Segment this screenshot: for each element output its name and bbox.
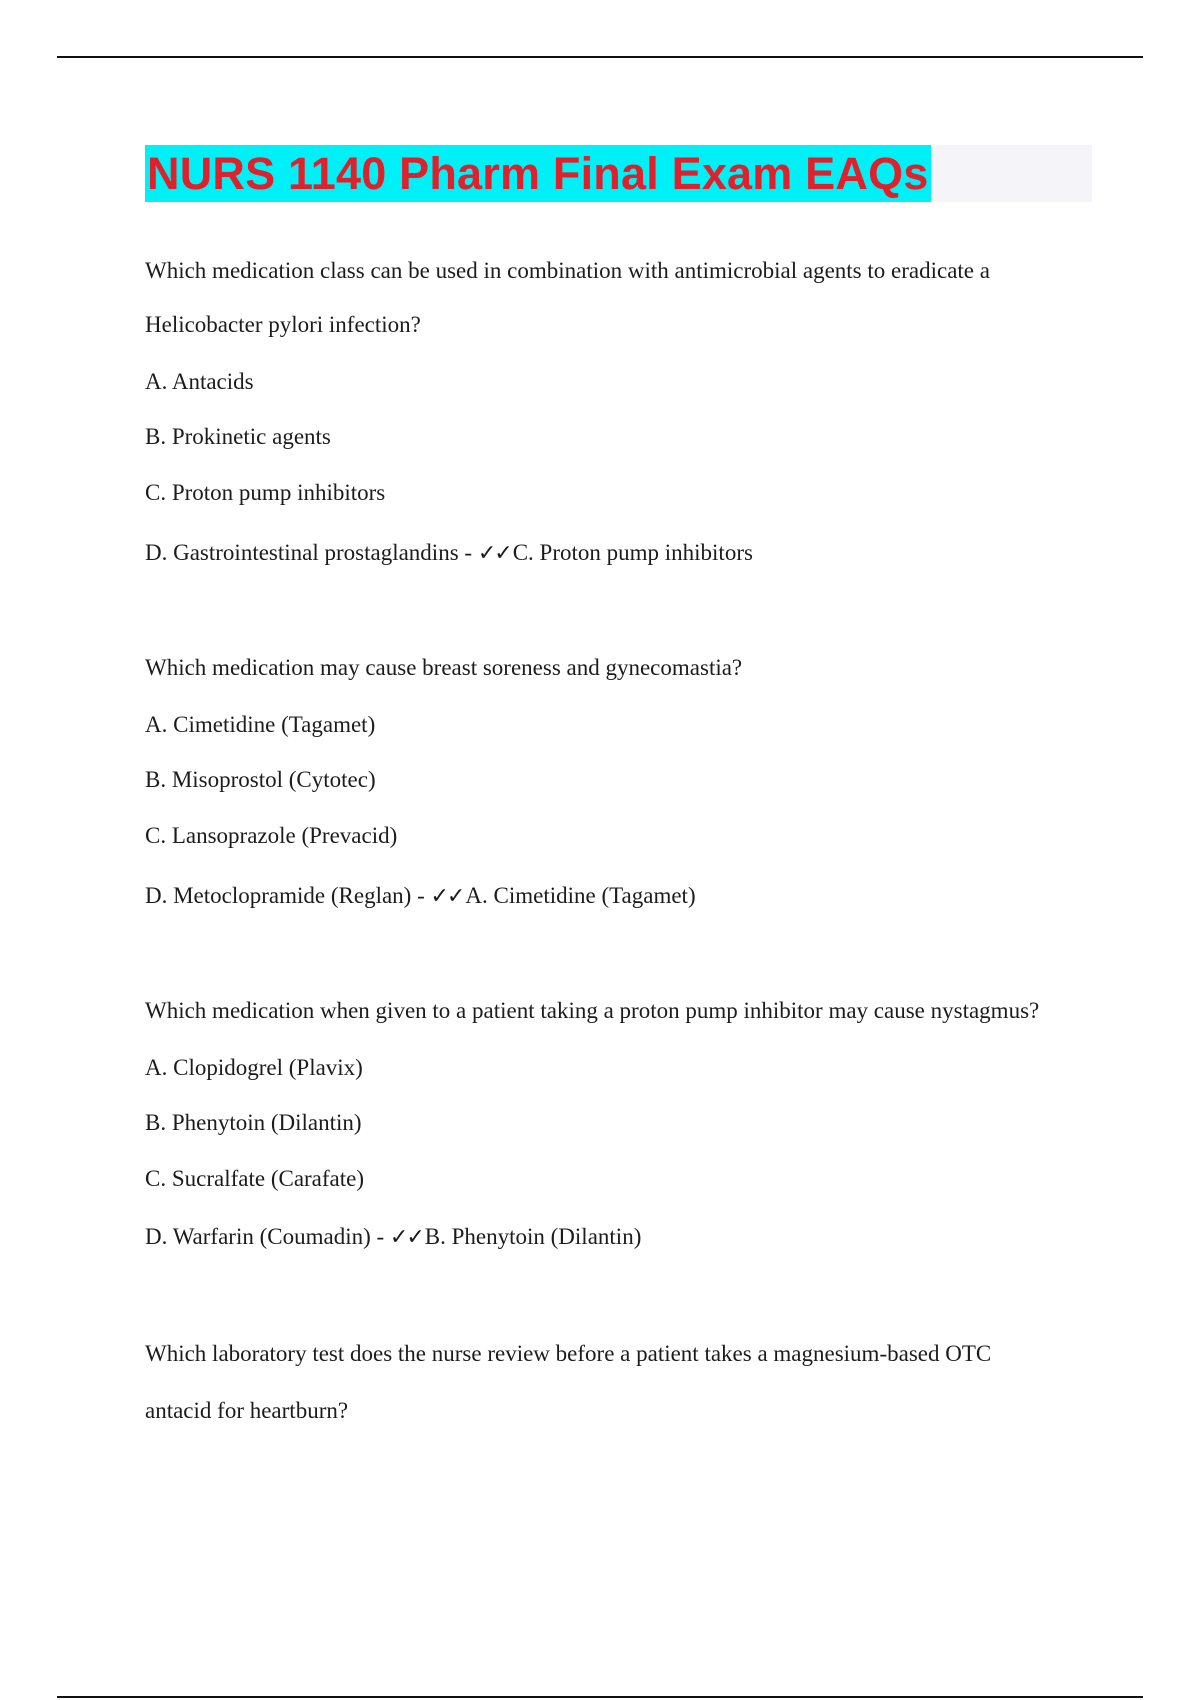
document-title: NURS 1140 Pharm Final Exam EAQs <box>145 145 931 202</box>
question-1-option-a: A. Antacids <box>145 369 254 394</box>
checkmark-icon: ✓✓ <box>430 884 464 909</box>
question-3-option-b: B. Phenytoin (Dilantin) <box>145 1110 362 1135</box>
question-3-option-c: C. Sucralfate (Carafate) <box>145 1166 365 1191</box>
question-2-answer: A. Cimetidine (Tagamet) <box>465 883 696 908</box>
question-3-line-1: Which medication when given to a patient taking a proton pump inhibitor may cause nystagmus? <box>145 998 1040 1023</box>
question-3-option-d: D. Warfarin (Coumadin) - <box>145 1224 390 1249</box>
header-rule <box>57 56 1143 58</box>
question-1-option-b: B. Prokinetic agents <box>145 424 331 449</box>
question-1-option-d: D. Gastrointestinal prostaglandins - <box>145 540 478 565</box>
footer-rule <box>57 1696 1143 1698</box>
question-1-option-c: C. Proton pump inhibitors <box>145 480 386 505</box>
question-1-line-1: Which medication class can be used in combination with antimicrobial agents to eradicate a <box>145 258 990 283</box>
question-1-line-2: Helicobacter pylori infection? <box>145 312 421 337</box>
question-4-line-1: Which laboratory test does the nurse review before a patient takes a magnesium-based OTC <box>145 1341 992 1366</box>
question-4-line-2: antacid for heartburn? <box>145 1398 349 1423</box>
question-1-option-d-with-answer <box>145 538 753 569</box>
question-3-answer: B. Phenytoin (Dilantin) <box>424 1224 642 1249</box>
question-2-line-1: Which medication may cause breast soreness and gynecomastia? <box>145 655 743 680</box>
title-band <box>145 145 1092 202</box>
question-2-option-d-with-answer <box>145 881 696 912</box>
checkmark-icon: ✓✓ <box>477 541 511 566</box>
question-2-option-c: C. Lansoprazole (Prevacid) <box>145 823 398 848</box>
checkmark-icon: ✓✓ <box>389 1225 423 1250</box>
question-1-answer: C. Proton pump inhibitors <box>512 540 753 565</box>
question-2-option-b: B. Misoprostol (Cytotec) <box>145 767 376 792</box>
question-3-option-d-with-answer <box>145 1222 641 1253</box>
question-3-option-a: A. Clopidogrel (Plavix) <box>145 1055 363 1080</box>
question-2-option-a: A. Cimetidine (Tagamet) <box>145 712 376 737</box>
question-2-option-d: D. Metoclopramide (Reglan) - <box>145 883 431 908</box>
